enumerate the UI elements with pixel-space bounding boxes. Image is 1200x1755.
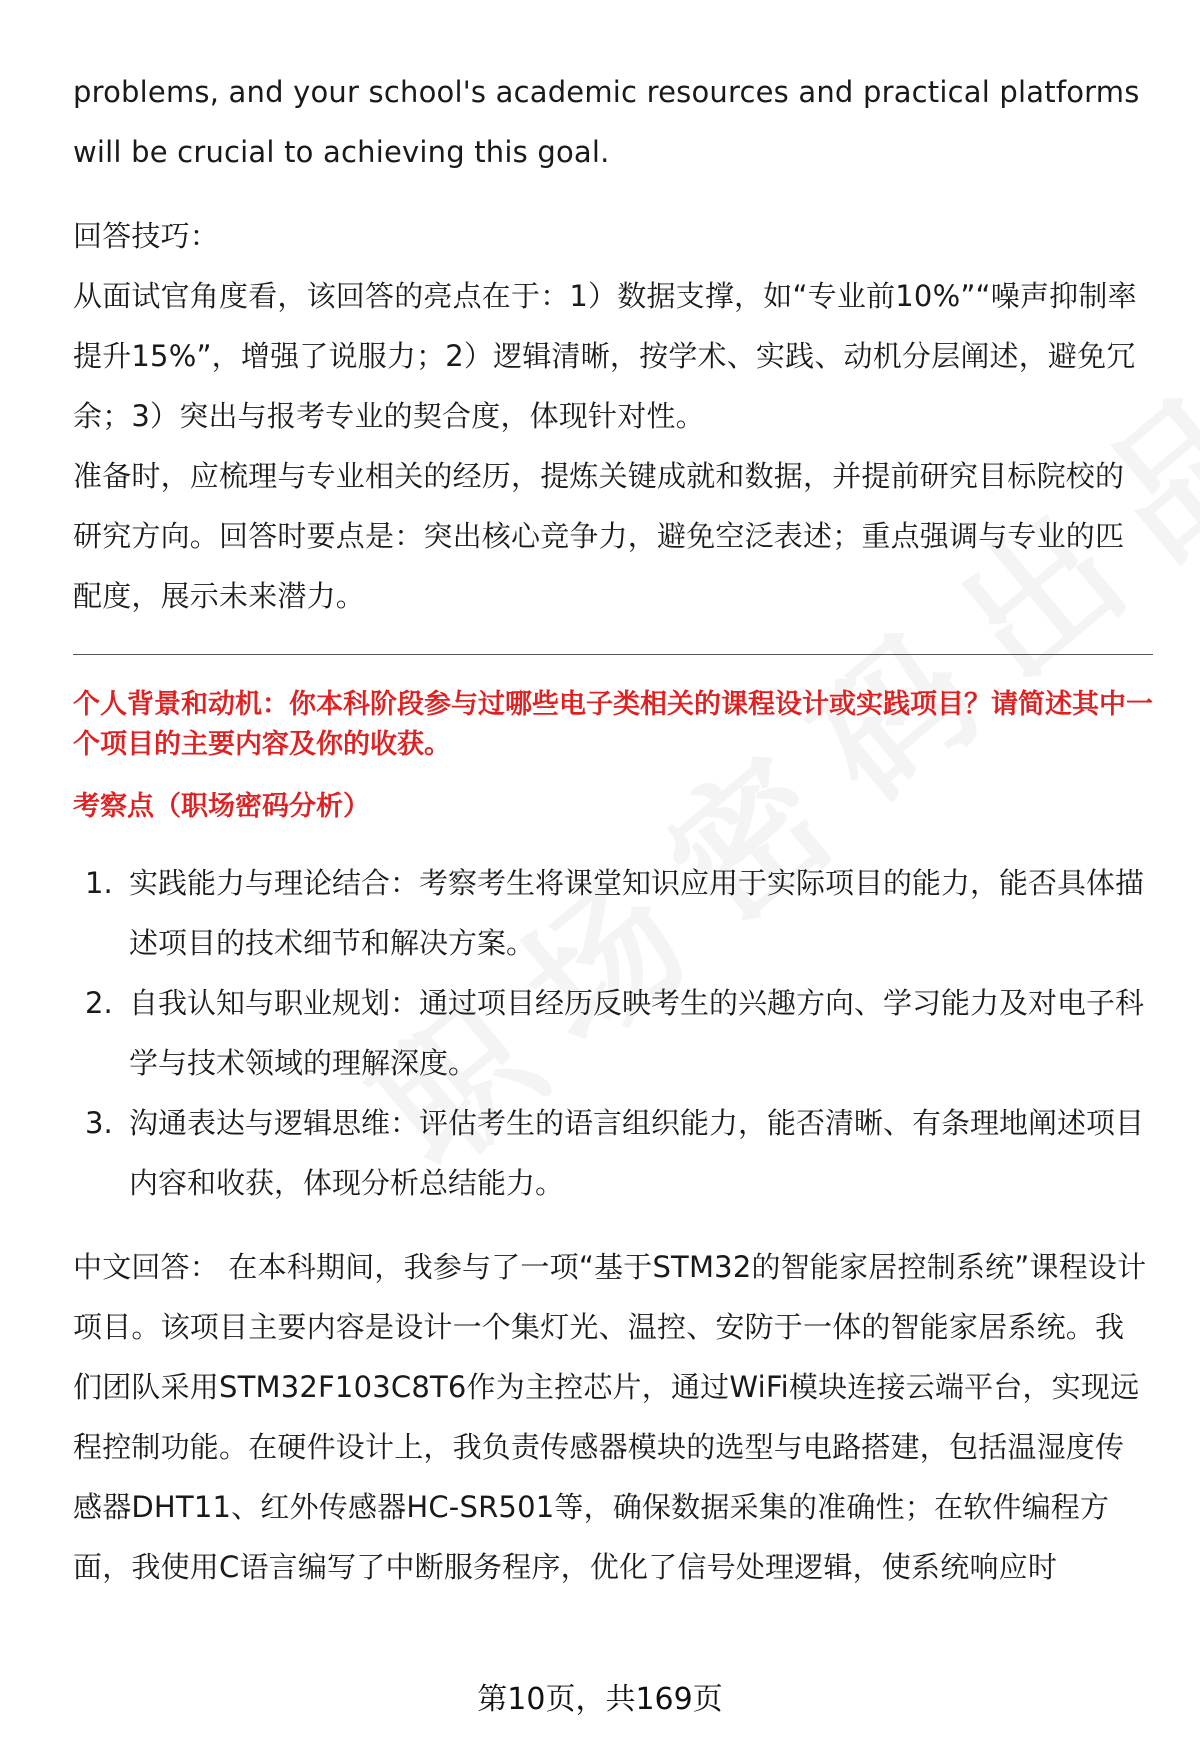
answer-paragraph: 中文回答： 在本科期间，我参与了一项“基于STM32的智能家居控制系统”课程设计项目。该项目主要内容是设计一个集灯光、温控、安防于一体的智能家居系统。我们团队采用STM32F103C8T6作为主控芯片，通过WiFi模块连接云端平台，实现远程控制功能。在硬件设计上，我负责传感器模块的选型与电路搭建，包括温湿度传感器DHT11、红外传感器HC-SR501等，确保数据采集的准确性；在软件编程方面，我使用C语言编写了中断服务程序，优化了信号处理逻辑，使系统响应时 xyxy=(73,1250,1147,1584)
tips-heading: 回答技巧： xyxy=(73,219,220,253)
list-item-text: 实践能力与理论结合：考察考生将课堂知识应用于实际项目的能力，能否具体描述项目的技术细节和解决方案。 xyxy=(129,866,1145,960)
tips-paragraph-1: 从面试官角度看，该回答的亮点在于：1）数据支撑，如“专业前10%”“噪声抑制率提升15%”，增强了说服力；2）逻辑清晰，按学术、实践、动机分层阐述，避免冗余；3）突出与报考专业的契合度，体现针对性。 xyxy=(73,279,1137,433)
question-title: 个人背景和动机：你本科阶段参与过哪些电子类相关的课程设计或实践项目？请简述其中一个项目的主要内容及你的收获。 xyxy=(73,689,1153,760)
page-number: 第10页，共169页 xyxy=(477,1682,723,1717)
list-item-number: 2. xyxy=(85,986,113,1020)
list-item xyxy=(73,1093,1153,1213)
analysis-heading: 考察点（职场密码分析） xyxy=(73,791,370,822)
list-item xyxy=(73,853,1153,973)
analysis-points-list xyxy=(73,853,1153,1213)
tips-paragraph-2: 准备时，应梳理与专业相关的经历，提炼关键成就和数据，并提前研究目标院校的研究方向。回答时要点是：突出核心竞争力，避免空泛表述；重点强调与专业的匹配度，展示未来潜力。 xyxy=(73,459,1125,613)
page-content xyxy=(73,62,1153,1597)
list-item-text: 自我认知与职业规划：通过项目经历反映考生的兴趣方向、学习能力及对电子科学与技术领域的理解深度。 xyxy=(129,986,1145,1080)
list-item-text: 沟通表达与逻辑思维：评估考生的语言组织能力，能否清晰、有条理地阐述项目内容和收获，体现分析总结能力。 xyxy=(129,1106,1145,1200)
list-item xyxy=(73,973,1153,1093)
list-item-number: 1. xyxy=(85,866,113,900)
list-item-number: 3. xyxy=(85,1106,113,1140)
intro-paragraph: problems, and your school's academic resources and practical platforms will be crucial to achieving this goal. xyxy=(73,75,1140,169)
